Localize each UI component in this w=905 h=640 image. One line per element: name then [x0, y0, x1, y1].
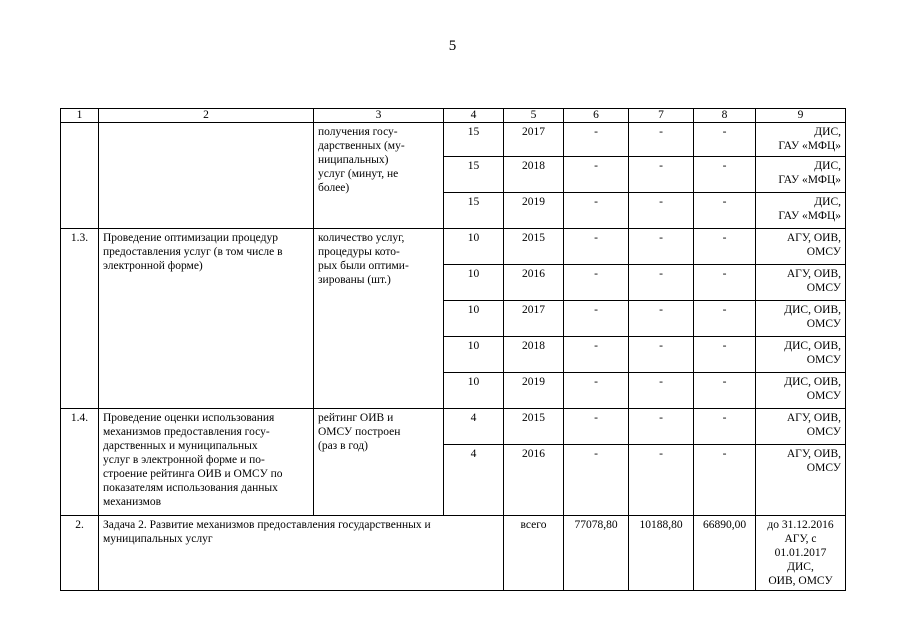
responsible-line: ОМСУ [806, 354, 841, 366]
target-value-cell: 15 [444, 193, 504, 229]
funding-cell: - [694, 373, 756, 409]
header-cell: 3 [314, 109, 444, 123]
funding-cell: - [564, 301, 629, 337]
year-cell: 2015 [504, 409, 564, 445]
responsible-cell [756, 301, 846, 337]
responsible-cell [756, 157, 846, 193]
table-row [61, 123, 846, 157]
responsible-cell [756, 409, 846, 445]
funding-cell: - [564, 229, 629, 265]
program-table [60, 108, 846, 591]
target-value-cell: 4 [444, 445, 504, 516]
year-cell: 2019 [504, 193, 564, 229]
funding-cell: - [629, 265, 694, 301]
responsible-line: ГАУ «МФЦ» [778, 174, 841, 186]
target-value-cell: 15 [444, 157, 504, 193]
responsible-line: АГУ, ОИВ, [786, 268, 841, 280]
activity-name-cell: Проведение оптимизации процедур предоставления услуг (в том числе в электронной форме) [99, 229, 314, 409]
activity-name-cell: Проведение оценки использования механизмов предоставления госу- дарственных и муниципальных услуг в электронной форме и по- строение рейтинга ОИВ и ОМСУ по показателям использования данных механизмов [99, 409, 314, 516]
activity-name-cell [99, 123, 314, 229]
responsible-cell [756, 516, 846, 591]
responsible-line: до 31.12.2016 [767, 519, 834, 531]
header-cell: 7 [629, 109, 694, 123]
funding-cell: - [564, 193, 629, 229]
target-value-cell: 10 [444, 337, 504, 373]
funding-cell: - [629, 445, 694, 516]
year-cell: 2019 [504, 373, 564, 409]
funding-cell: 66890,00 [694, 516, 756, 591]
item-number-cell: 1.4. [61, 409, 99, 516]
responsible-line: ОМСУ [806, 282, 841, 294]
funding-cell: - [629, 123, 694, 157]
responsible-line: ОИВ, ОМСУ [768, 575, 833, 587]
funding-cell: - [694, 265, 756, 301]
responsible-cell [756, 229, 846, 265]
funding-cell: - [564, 409, 629, 445]
target-value-cell: 10 [444, 265, 504, 301]
funding-cell: - [694, 301, 756, 337]
funding-cell: - [564, 445, 629, 516]
funding-cell: - [694, 337, 756, 373]
responsible-line: ОМСУ [806, 390, 841, 402]
responsible-line: ДИС, ОИВ, [784, 304, 841, 316]
responsible-line: ДИС, [787, 561, 814, 573]
funding-cell: - [629, 157, 694, 193]
year-cell: 2015 [504, 229, 564, 265]
page-number: 5 [448, 38, 457, 54]
header-cell: 5 [504, 109, 564, 123]
funding-cell: - [694, 445, 756, 516]
funding-cell: - [629, 337, 694, 373]
funding-cell: - [564, 373, 629, 409]
header-row [61, 109, 846, 123]
item-number-cell: 2. [61, 516, 99, 591]
responsible-cell [756, 123, 846, 157]
funding-cell: - [629, 409, 694, 445]
funding-cell: - [694, 193, 756, 229]
indicator-cell: количество услуг, процедуры кото- рых были оптими- зированы (шт.) [314, 229, 444, 409]
funding-cell: - [564, 337, 629, 373]
responsible-line: ОМСУ [806, 426, 841, 438]
target-value-cell: 15 [444, 123, 504, 157]
responsible-cell [756, 193, 846, 229]
responsible-line: ДИС, [814, 126, 841, 138]
funding-cell: - [629, 193, 694, 229]
responsible-line: ОМСУ [806, 318, 841, 330]
header-cell: 4 [444, 109, 504, 123]
responsible-line: АГУ, с 01.01.2017 [774, 533, 827, 559]
target-value-cell: 4 [444, 409, 504, 445]
funding-cell: - [694, 123, 756, 157]
funding-cell: - [564, 157, 629, 193]
funding-cell: - [629, 373, 694, 409]
table-row [61, 229, 846, 265]
funding-cell: - [564, 265, 629, 301]
year-cell: 2018 [504, 337, 564, 373]
year-cell: 2018 [504, 157, 564, 193]
year-cell: 2017 [504, 123, 564, 157]
responsible-line: ДИС, ОИВ, [784, 340, 841, 352]
target-value-cell: 10 [444, 301, 504, 337]
responsible-line: ДИС, [814, 160, 841, 172]
year-cell: 2016 [504, 265, 564, 301]
item-number-cell [61, 123, 99, 229]
responsible-line: ДИС, ОИВ, [784, 376, 841, 388]
funding-cell: - [694, 409, 756, 445]
indicator-cell: рейтинг ОИВ и ОМСУ построен (раз в год) [314, 409, 444, 516]
responsible-cell [756, 337, 846, 373]
task-title-cell: Задача 2. Развитие механизмов предоставления государственных и муниципальных услуг [99, 516, 504, 591]
year-cell: 2017 [504, 301, 564, 337]
responsible-cell [756, 373, 846, 409]
responsible-line: ГАУ «МФЦ» [778, 140, 841, 152]
funding-cell: 77078,80 [564, 516, 629, 591]
responsible-cell [756, 445, 846, 516]
funding-cell: - [629, 301, 694, 337]
responsible-line: АГУ, ОИВ, [786, 232, 841, 244]
header-cell: 8 [694, 109, 756, 123]
funding-cell: - [564, 123, 629, 157]
total-label-cell: всего [504, 516, 564, 591]
header-cell: 2 [99, 109, 314, 123]
header-cell: 6 [564, 109, 629, 123]
table-row [61, 409, 846, 445]
responsible-line: ОМСУ [806, 462, 841, 474]
year-cell: 2016 [504, 445, 564, 516]
indicator-cell: получения госу- дарственных (му- ниципальных) услуг (минут, не более) [314, 123, 444, 229]
funding-cell: - [694, 157, 756, 193]
responsible-line: АГУ, ОИВ, [786, 412, 841, 424]
header-cell: 9 [756, 109, 846, 123]
funding-cell: 10188,80 [629, 516, 694, 591]
target-value-cell: 10 [444, 229, 504, 265]
responsible-line: АГУ, ОИВ, [786, 448, 841, 460]
responsible-line: ОМСУ [806, 246, 841, 258]
header-cell: 1 [61, 109, 99, 123]
responsible-line: ГАУ «МФЦ» [778, 210, 841, 222]
target-value-cell: 10 [444, 373, 504, 409]
funding-cell: - [629, 229, 694, 265]
responsible-line: ДИС, [814, 196, 841, 208]
task-row [61, 516, 846, 591]
item-number-cell: 1.3. [61, 229, 99, 409]
responsible-cell [756, 265, 846, 301]
funding-cell: - [694, 229, 756, 265]
